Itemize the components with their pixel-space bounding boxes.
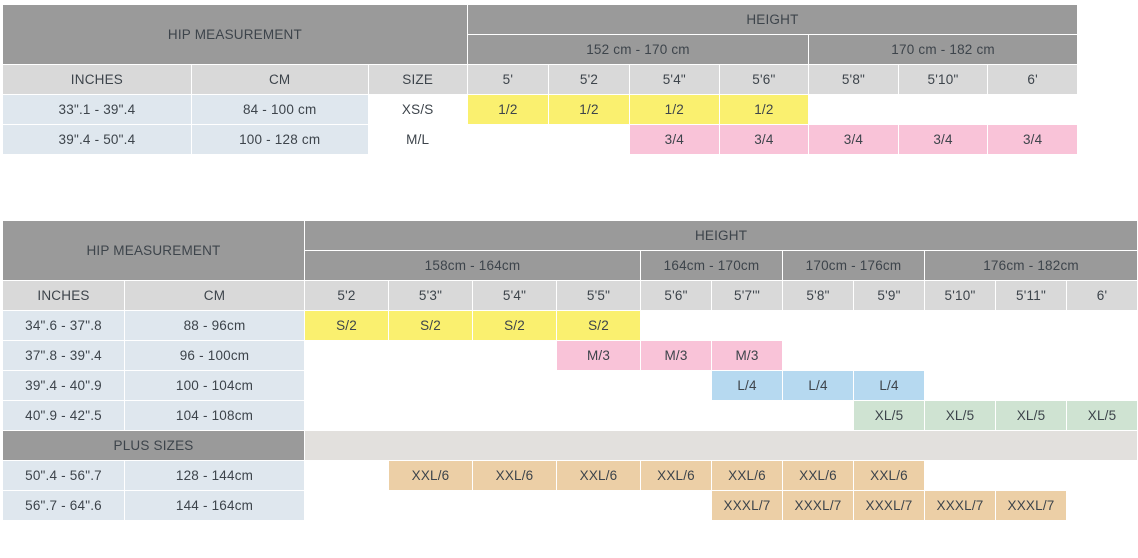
row-cell [854, 341, 925, 371]
row-cm: 100 - 128 cm [191, 125, 368, 155]
row-cell [641, 371, 712, 401]
row-cell [1067, 491, 1138, 521]
row-cell [473, 341, 557, 371]
table-row [3, 491, 1138, 521]
row-cell: XXL/6 [557, 461, 641, 491]
row-cell [783, 311, 854, 341]
row-cell [783, 401, 854, 431]
col-header-height-9: 5'10" [925, 281, 996, 311]
row-inches: 39".4 - 40".9 [3, 371, 125, 401]
height-header: HEIGHT [305, 221, 1138, 251]
row-cell [389, 341, 473, 371]
row-cm: 128 - 144cm [125, 461, 305, 491]
table-row [3, 461, 1138, 491]
row-cell [809, 95, 899, 125]
row-cell: 3/4 [719, 125, 809, 155]
row-cell: S/2 [473, 311, 557, 341]
row-cell [305, 371, 389, 401]
row-cm: 100 - 104cm [125, 371, 305, 401]
col-header-height-3: 5'4" [630, 65, 720, 95]
col-header-inches: INCHES [3, 281, 125, 311]
row-cell [712, 401, 783, 431]
row-cell: L/4 [854, 371, 925, 401]
row-cell: M/3 [641, 341, 712, 371]
row-cell [389, 401, 473, 431]
row-cell [389, 491, 473, 521]
plus-sizes-band [305, 431, 1138, 461]
height-group-4: 176cm - 182cm [925, 251, 1138, 281]
row-cell: XL/5 [1067, 401, 1138, 431]
table-row [3, 125, 1078, 155]
row-cell [1067, 341, 1138, 371]
row-cell: M/3 [557, 341, 641, 371]
row-cell: XXXL/7 [996, 491, 1067, 521]
col-header-height-5: 5'6" [641, 281, 712, 311]
row-cell [1067, 371, 1138, 401]
row-cell [548, 125, 629, 155]
height-group-1: 158cm - 164cm [305, 251, 641, 281]
row-cell: XXL/6 [389, 461, 473, 491]
table-one-header-row-1 [3, 5, 1078, 35]
row-cell [473, 371, 557, 401]
col-header-height-2: 5'3" [389, 281, 473, 311]
row-cell [854, 311, 925, 341]
col-header-height-6: 5'10" [898, 65, 988, 95]
row-cell: XXXL/7 [712, 491, 783, 521]
row-cell [641, 491, 712, 521]
row-cell [898, 95, 988, 125]
table-two-column-header-row [3, 281, 1138, 311]
row-cell [996, 341, 1067, 371]
row-cell: S/2 [389, 311, 473, 341]
row-cell: XXXL/7 [854, 491, 925, 521]
row-inches: 34".6 - 37".8 [3, 311, 125, 341]
row-cell [996, 461, 1067, 491]
col-header-height-3: 5'4" [473, 281, 557, 311]
row-cell: 3/4 [630, 125, 720, 155]
col-header-size: SIZE [368, 65, 467, 95]
row-cell: XL/5 [854, 401, 925, 431]
row-cell: 3/4 [898, 125, 988, 155]
row-cell: S/2 [305, 311, 389, 341]
size-chart-table-two [2, 220, 1138, 521]
plus-sizes-band-row [3, 431, 1138, 461]
row-cell: S/2 [557, 311, 641, 341]
row-cell [996, 311, 1067, 341]
row-cell [305, 461, 389, 491]
row-cell [641, 401, 712, 431]
row-cm: 88 - 96cm [125, 311, 305, 341]
row-cell: XXL/6 [783, 461, 854, 491]
col-header-height-7: 5'8" [783, 281, 854, 311]
table-row [3, 95, 1078, 125]
row-cell: L/4 [783, 371, 854, 401]
row-cell [1067, 311, 1138, 341]
col-header-height-1: 5'2 [305, 281, 389, 311]
row-cell: XXL/6 [854, 461, 925, 491]
row-cell [925, 341, 996, 371]
col-header-height-11: 6' [1067, 281, 1138, 311]
row-size: XS/S [368, 95, 467, 125]
row-cell: 1/2 [719, 95, 809, 125]
row-cell [557, 491, 641, 521]
row-cell [389, 371, 473, 401]
col-header-height-4: 5'5" [557, 281, 641, 311]
col-header-height-7: 6' [988, 65, 1078, 95]
row-cell: XL/5 [996, 401, 1067, 431]
row-cell [925, 311, 996, 341]
row-inches: 40".9 - 42".5 [3, 401, 125, 431]
row-cell [557, 401, 641, 431]
row-cell [557, 371, 641, 401]
row-cell [305, 341, 389, 371]
table-one-column-header-row [3, 65, 1078, 95]
row-cell [641, 311, 712, 341]
row-cell: 1/2 [548, 95, 629, 125]
table-two-header-row-1 [3, 221, 1138, 251]
table-row [3, 401, 1138, 431]
row-cell: 3/4 [988, 125, 1078, 155]
row-cell [305, 401, 389, 431]
hip-measurement-header: HIP MEASUREMENT [3, 5, 468, 65]
plus-sizes-label: PLUS SIZES [3, 431, 305, 461]
row-cell: 1/2 [630, 95, 720, 125]
table-row [3, 341, 1138, 371]
row-cell [473, 401, 557, 431]
row-inches: 39".4 - 50".4 [3, 125, 192, 155]
hip-measurement-header: HIP MEASUREMENT [3, 221, 305, 281]
row-cell [473, 491, 557, 521]
row-cell [305, 491, 389, 521]
row-cell [1067, 461, 1138, 491]
col-header-height-1: 5' [467, 65, 548, 95]
row-cell: 3/4 [809, 125, 899, 155]
row-cell: XXL/6 [712, 461, 783, 491]
col-header-height-8: 5'9" [854, 281, 925, 311]
col-header-height-2: 5'2 [548, 65, 629, 95]
col-header-cm: CM [191, 65, 368, 95]
row-cell: M/3 [712, 341, 783, 371]
row-cell [996, 371, 1067, 401]
row-size: M/L [368, 125, 467, 155]
table-row [3, 371, 1138, 401]
table-row [3, 311, 1138, 341]
row-cell: 1/2 [467, 95, 548, 125]
row-inches: 33".1 - 39".4 [3, 95, 192, 125]
row-cell [925, 461, 996, 491]
row-cm: 104 - 108cm [125, 401, 305, 431]
row-cell: XL/5 [925, 401, 996, 431]
height-header: HEIGHT [467, 5, 1077, 35]
row-cell [783, 341, 854, 371]
row-cm: 96 - 100cm [125, 341, 305, 371]
row-cell [925, 371, 996, 401]
row-cell: XXL/6 [473, 461, 557, 491]
col-header-height-10: 5'11" [996, 281, 1067, 311]
row-cm: 84 - 100 cm [191, 95, 368, 125]
height-group-2: 164cm - 170cm [641, 251, 783, 281]
height-group-1: 152 cm - 170 cm [467, 35, 808, 65]
row-inches: 50".4 - 56".7 [3, 461, 125, 491]
col-header-height-6: 5'7'" [712, 281, 783, 311]
row-cell [988, 95, 1078, 125]
col-header-cm: CM [125, 281, 305, 311]
row-inches: 37".8 - 39".4 [3, 341, 125, 371]
row-cm: 144 - 164cm [125, 491, 305, 521]
col-header-height-4: 5'6" [719, 65, 809, 95]
row-inches: 56".7 - 64".6 [3, 491, 125, 521]
row-cell: L/4 [712, 371, 783, 401]
row-cell [467, 125, 548, 155]
height-group-2: 170 cm - 182 cm [809, 35, 1078, 65]
col-header-height-5: 5'8" [809, 65, 899, 95]
height-group-3: 170cm - 176cm [783, 251, 925, 281]
row-cell [712, 311, 783, 341]
row-cell: XXXL/7 [783, 491, 854, 521]
col-header-inches: INCHES [3, 65, 192, 95]
row-cell: XXXL/7 [925, 491, 996, 521]
size-chart-table-one [2, 4, 1078, 155]
row-cell: XXL/6 [641, 461, 712, 491]
